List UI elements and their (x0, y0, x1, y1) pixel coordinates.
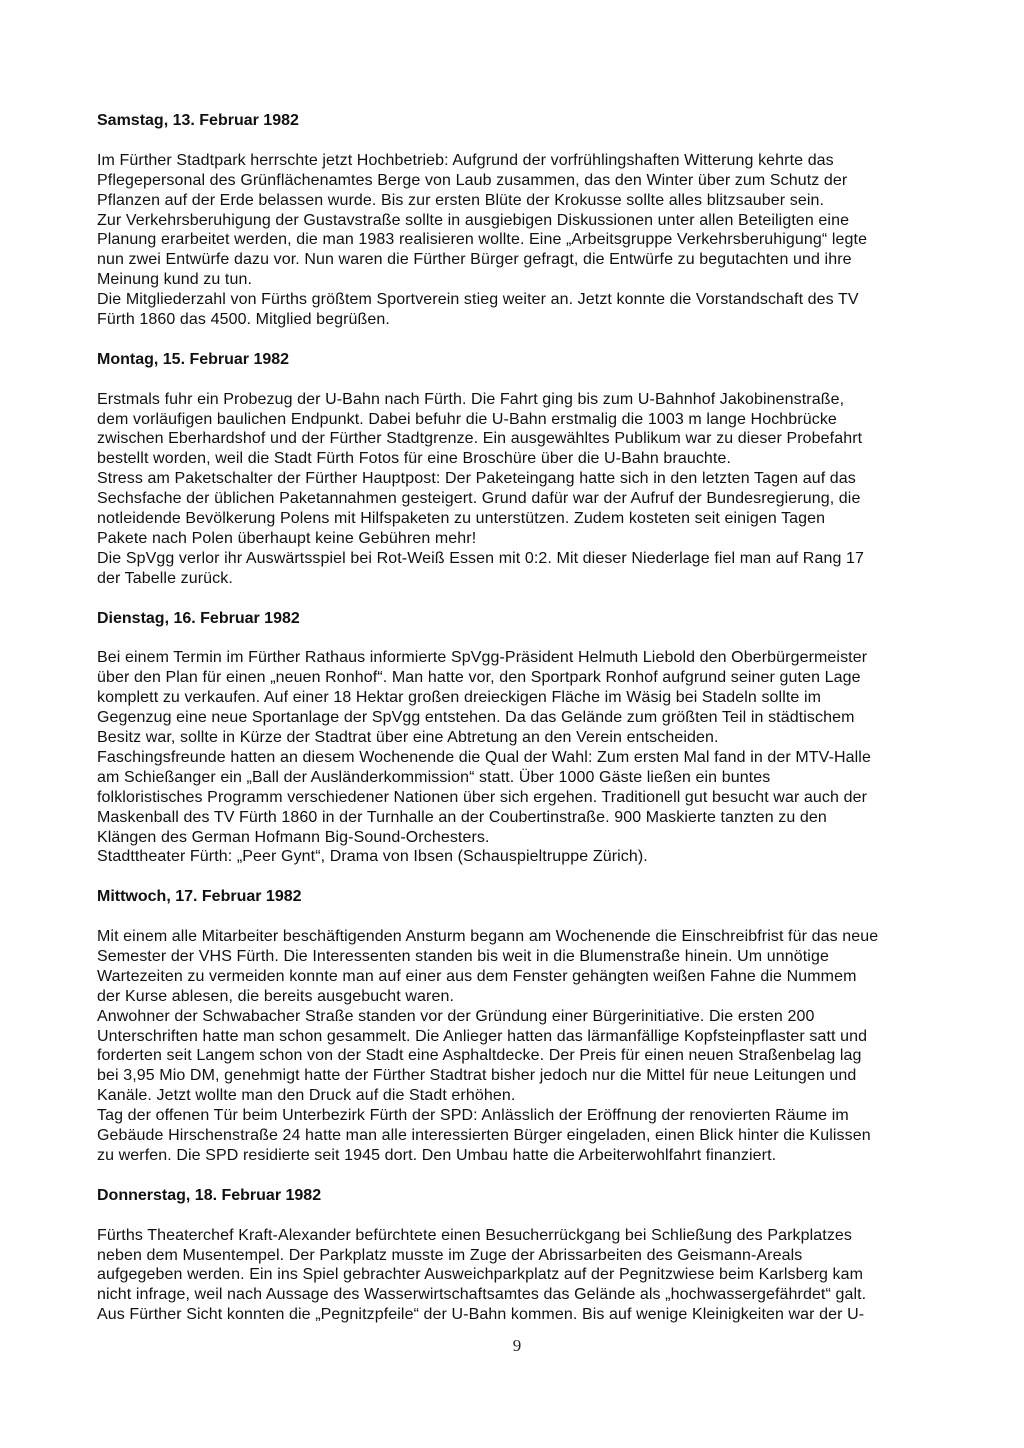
paragraph-line: Stadttheater Fürth: „Peer Gynt“, Drama von Ibsen (Schauspieltruppe Zürich). (97, 848, 648, 866)
paragraph-line: Fürth 1860 das 4500. Mitglied begrüßen. (97, 311, 390, 329)
paragraph-line: Erstmals fuhr ein Probezug der U-Bahn nach Fürth. Die Fahrt ging bis zum U-Bahnhof Jakobinenstraße, (97, 390, 845, 408)
day-section (97, 350, 957, 589)
paragraph-line: der Tabelle zurück. (97, 569, 233, 587)
page-number: 9 (512, 1336, 522, 1355)
paragraph-line: Die SpVgg verlor ihr Auswärtsspiel bei Rot-Weiß Essen mit 0:2. Mit dieser Niederlage fiel man auf Rang 17 (97, 549, 864, 567)
paragraph-line: notleidende Bevölkerung Polens mit Hilfspaketen zu unterstützen. Zudem kosteten seit einigen Tagen (97, 510, 826, 528)
paragraph-line: Besitz war, sollte in Kürze der Stadtrat über eine Abtretung an den Verein entscheiden. (97, 729, 719, 747)
paragraph-line: Aus Fürther Sicht konnten die „Pegnitzpfeile“ der U-Bahn kommen. Bis auf wenige Kleinigkeiten war der U- (97, 1306, 865, 1324)
paragraph-line: Stress am Paketschalter der Fürther Hauptpost: Der Paketeingang hatte sich in den letzten Tagen auf das (97, 470, 856, 488)
paragraph-line: Pflegepersonal des Grünflächenamtes Berge von Laub zusammen, das den Winter über zum Schutz der (97, 171, 848, 189)
paragraph-line: über den Plan für einen „neuen Ronhof“. Man hatte vor, den Sportpark Ronhof aufgrund seiner guten Lage (97, 669, 861, 687)
paragraph-line: Gebäude Hirschenstraße 24 hatte man alle interessierten Bürger eingeladen, einen Blick hinter die Kulissen (97, 1127, 871, 1145)
paragraph-line: komplett zu verkaufen. Auf einer 18 Hektar großen dreieckigen Fläche im Wäsig bei Stadeln sollte im (97, 689, 822, 707)
paragraph-line: Tag der offenen Tür beim Unterbezirk Fürth der SPD: Anlässlich der Eröffnung der renovierten Räume im (97, 1107, 849, 1125)
paragraph-line: Semester der VHS Fürth. Die Interessenten standen bis weit in die Blumenstraße hinein. Um unnötige (97, 947, 829, 965)
paragraph-line: nicht infrage, weil nach Aussage des Wasserwirtschaftsamtes das Gelände als „hochwassergefährdet“ galt. (97, 1286, 867, 1304)
paragraph-line: Pakete nach Polen überhaupt keine Gebühren mehr! (97, 529, 477, 547)
section-heading: Samstag, 13. Februar 1982 (97, 112, 299, 129)
day-section (97, 111, 957, 330)
section-heading: Mittwoch, 17. Februar 1982 (97, 888, 302, 906)
paragraph-line: Klängen des German Hofmann Big-Sound-Orchesters. (97, 828, 490, 846)
paragraph-line: Zur Verkehrsberuhigung der Gustavstraße sollte in ausgiebigen Diskussionen unter allen Beteiligten eine (97, 211, 850, 229)
day-section (97, 887, 957, 1166)
section-heading: Dienstag, 16. Februar 1982 (97, 609, 300, 627)
paragraph-line: Kanäle. Jetzt wollte man den Druck auf die Stadt erhöhen. (97, 1087, 516, 1105)
paragraph-line: Wartezeiten zu vermeiden konnte man auf einer aus dem Fenster gehängten weißen Fahne die Nummem (97, 967, 857, 985)
paragraph-line: neben dem Musentempel. Der Parkplatz musste im Zuge der Abrissarbeiten des Geismann-Areals (97, 1246, 803, 1264)
paragraph-line: zu werfen. Die SPD residierte seit 1945 dort. Den Umbau hatte die Arbeiterwohlfahrt finanziert. (97, 1147, 777, 1165)
paragraph-line: Planung erarbeitet werden, die man 1983 realisieren wollte. Eine „Arbeitsgruppe Verkehrsberuhigung“ legte (97, 231, 868, 249)
paragraph-line: Mit einem alle Mitarbeiter beschäftigenden Ansturm begann am Wochenende die Einschreibfrist für das neue (97, 928, 879, 946)
paragraph-line: der Kurse ablesen, die bereits ausgebucht waren. (97, 987, 455, 1005)
paragraph-line: Fürths Theaterchef Kraft-Alexander befürchtete einen Besucherrückgang bei Schließung des Parkplatzes (97, 1226, 853, 1244)
paragraph-line: nun zwei Entwürfe dazu vor. Nun waren die Fürther Bürger gefragt, die Entwürfe zu begutachten und ihre (97, 251, 852, 269)
paragraph-line: am Schießanger ein „Ball der Ausländerkommission“ statt. Über 1000 Gäste ließen ein buntes (97, 768, 771, 786)
day-section (97, 609, 957, 868)
paragraph-line: bei 3,95 Mio DM, genehmigt hatte der Fürther Stadtrat bisher jedoch nur die Mittel für neue Leitungen und (97, 1067, 857, 1085)
paragraph-line: bestellt worden, weil die Stadt Fürth Fotos für eine Broschüre über die U-Bahn brauchte. (97, 450, 732, 468)
paragraph-line: Unterschriften hatte man schon gesammelt. Die Anlieger hatten das lärmanfällige Kopfsteinpflaster satt und (97, 1027, 868, 1045)
day-section (97, 1186, 957, 1325)
paragraph-line: zwischen Eberhardshof und der Fürther Stadtgrenze. Ein ausgewähltes Publikum war zu dieser Probefahrt (97, 430, 863, 448)
paragraph-line: Meinung kund zu tun. (97, 271, 252, 289)
section-heading: Montag, 15. Februar 1982 (97, 350, 290, 368)
document-content (97, 111, 957, 1345)
paragraph-line: Gegenzug eine neue Sportanlage der SpVgg entstehen. Da das Gelände zum größten Teil in städtischem (97, 709, 855, 727)
paragraph-line: Bei einem Termin im Fürther Rathaus informierte SpVgg-Präsident Helmuth Liebold den Oberbürgermeister (97, 649, 868, 667)
section-heading: Donnerstag, 18. Februar 1982 (97, 1186, 322, 1204)
paragraph-line: dem vorläufigen baulichen Endpunkt. Dabei befuhr die U-Bahn erstmalig die 1003 m lange Hochbrücke (97, 410, 837, 428)
paragraph-line: forderten seit Langem schon von der Stadt eine Asphaltdecke. Der Preis für einen neuen Straßenbelag lag (97, 1047, 862, 1065)
paragraph-line: folkloristisches Programm verschiedener Nationen über sich ergehen. Traditionell gut besucht war auch der (97, 788, 867, 806)
paragraph-line: Anwohner der Schwabacher Straße standen vor der Gründung einer Bürgerinitiative. Die ersten 200 (97, 1007, 815, 1025)
paragraph-line: Im Fürther Stadtpark herrschte jetzt Hochbetrieb: Aufgrund der vorfrühlingshaften Witterung kehrte das (97, 151, 834, 169)
paragraph-line: Pflanzen auf der Erde belassen wurde. Bis zur ersten Blüte der Krokusse sollte alles blitzsauber sein. (97, 191, 825, 209)
paragraph-line: aufgegeben werden. Ein ins Spiel gebrachter Ausweichparkplatz auf der Pegnitzwiese beim Karlsberg kam (97, 1266, 864, 1284)
paragraph-line: Maskenball des TV Fürth 1860 in der Turnhalle an der Coubertinstraße. 900 Maskierte tanzten zu den (97, 808, 827, 826)
paragraph-line: Faschingsfreunde hatten an diesem Wochenende die Qual der Wahl: Zum ersten Mal fand in der MTV-Halle (97, 748, 871, 766)
paragraph-line: Sechsfache der üblichen Paketannahmen gesteigert. Grund dafür war der Aufruf der Bundesregierung, die (97, 490, 861, 508)
paragraph-line: Die Mitgliederzahl von Fürths größtem Sportverein stieg weiter an. Jetzt konnte die Vorstandschaft des TV (97, 291, 859, 309)
